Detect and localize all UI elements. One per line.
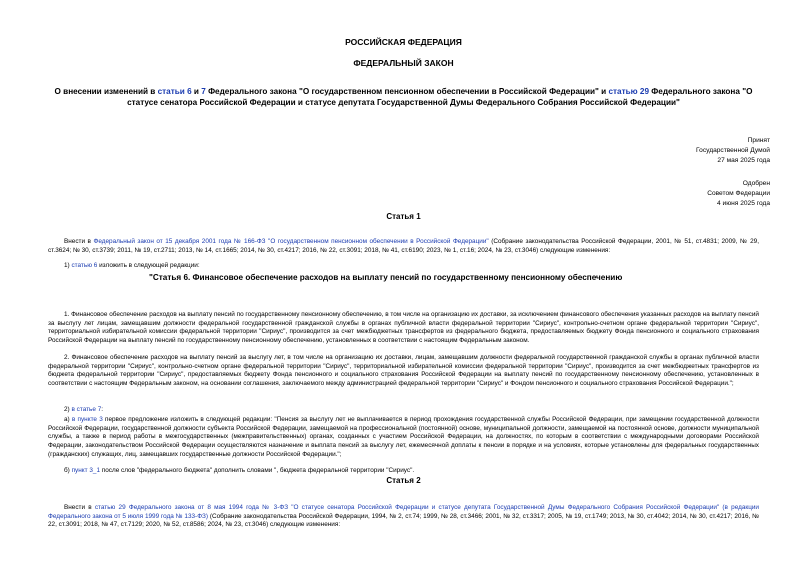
- text: :: [101, 406, 104, 413]
- article-1-item-2: [64, 406, 759, 415]
- approved-line: Советом Федерации: [707, 190, 770, 197]
- text: (Собрание законодательства Российской Федерации, 1994, № 2, ст.74; 1999, № 28, ст.3466; 2001, № 32, ст.3317; 2005, № 19, ст.1749; 2013, № 30, ст.4042; 2014, № 30, ст.4217; 2016, № 22, ст.3091; 2018, № 47, ст.7129; 2020, № 52, ст.8586; 2024, № 23, ст.3046) следующие изменения:: [48, 512, 759, 529]
- adopted-block: [696, 136, 770, 166]
- quoted-article-title: "Статья 6. Финансовое обеспечение расходов на выплату пенсий по государственному пенсионному обеспечению: [149, 273, 623, 282]
- article-2-intro: [48, 504, 759, 530]
- link-article-7-item[interactable]: в статье 7: [71, 406, 102, 413]
- text: б): [64, 467, 72, 474]
- subitem-b: [64, 467, 759, 476]
- text: после слов "федерального бюджета" дополнить словами ", бюджета федеральной территории "Сириус".: [100, 467, 415, 474]
- title-text: Федерального закона "О государственном пенсионном обеспечении в Российской Федерации" и: [205, 87, 609, 96]
- paragraph-1: 1. Финансовое обеспечение расходов на выплату пенсий по государственному пенсионному обеспечению, в том числе на организацию их доставки, за исключением финансового обеспечения указанных расходов на выплату пенсий за выслугу лет лицам, замещавшим должности федеральной государственной гражданской службы в органах публичной власти федеральной территории "Сириус", контрольно-счетном органе федеральной территории "Сириус", территориальной избирательной комиссии федеральной территории "Сириус", производится за счет межбюджетных трансфертов из федерального бюджета, предоставляемых бюджету Фонда пенсионного и социального страхования Российской Федерации на выплату пенсий по государственному пенсионному обеспечению, установленных в соответствии с настоящим Федеральным законом.: [48, 311, 759, 345]
- title-text: и: [191, 87, 202, 96]
- article-1-intro: [48, 238, 759, 255]
- article-1-item-1: [64, 262, 759, 271]
- adopted-line: 27 мая 2025 года: [717, 157, 770, 164]
- text: 2): [64, 406, 72, 413]
- approved-block: [707, 179, 770, 209]
- article-1-heading: Статья 1: [386, 212, 421, 221]
- law-type-heading: ФЕДЕРАЛЬНЫЙ ЗАКОН: [353, 58, 454, 68]
- title-text: Федерального закона "О статусе сенатора Российской Федерации и статусе депутата Государственной Думы Федерального Собрания Российской Федерации": [127, 87, 753, 107]
- link-article-29[interactable]: статью 29: [608, 87, 650, 96]
- text: Внести в: [64, 238, 94, 245]
- link-article-6[interactable]: статьи 6: [157, 87, 192, 96]
- text: Внести в: [64, 504, 95, 511]
- text: а): [64, 416, 72, 423]
- approved-line: 4 июня 2025 года: [717, 200, 770, 207]
- paragraph-2: 2. Финансовое обеспечение расходов на выплату пенсий за выслугу лет, в том числе на организацию их доставки, лицам, замещавшим должности федеральной государственной гражданской службы в органах публичной власти федеральной территории "Сириус", контрольно-счетном органе федеральной территории "Сириус", территориальной избирательной комиссии федеральной территории "Сириус", производится за счет межбюджетных трансфертов из бюджета федеральной территории "Сириус", предоставляемых бюджету Фонда пенсионного и социального страхования Российской Федерации на выплату пенсий по государственному пенсионному обеспечению, установленных в соответствии с настоящим Федеральным законом, на основании соглашения, заключаемого между администрацией федеральной территории "Сириус" и Фондом пенсионного и социального страхования Российской Федерации.";: [48, 354, 759, 388]
- title-text: О внесении изменений в: [54, 87, 158, 96]
- link-article-7[interactable]: 7: [201, 87, 206, 96]
- subitem-a: [48, 416, 759, 460]
- article-2-heading: Статья 2: [386, 476, 421, 485]
- law-title: [48, 86, 759, 108]
- link-point-3[interactable]: в пункте 3: [71, 416, 103, 423]
- link-law-166[interactable]: Федеральный закон от 15 декабря 2001 года № 166-ФЗ "О государственном пенсионном обеспечении в Российской Федерации": [93, 238, 489, 245]
- adopted-line: Государственной Думой: [696, 147, 770, 154]
- link-point-3-1[interactable]: пункт 3_1: [71, 467, 100, 474]
- text: 1): [64, 262, 72, 269]
- link-law-3fz-article-29[interactable]: статью 29 Федерального закона от 8 мая 1994 года № 3-ФЗ "О статусе сенатора Российской Федерации и статусе депутата Государственной Думы Федерального Собрания Российской Федерации" (в редакции Федерального закона от 5 июля 1999 года № 133-ФЗ): [48, 504, 759, 520]
- adopted-line: Принят: [747, 137, 770, 144]
- text: первое предложение изложить в следующей редакции: "Пенсия за выслугу лет не выплачивается в период прохождения государственной службы Российской Федерации, при замещении государственной должности Российской Федерации, государственной должности субъекта Российской Федерации, замещаемой на профессиональной (постоянной) основе, муниципальной должности, замещаемой на постоянной основе, должности муниципальной службы, а также в период работы в межгосударственных (межправительственных) органах, созданных с участием Российской Федерации, на должностях, по которым в соответствии с международными договорами Российской Федерации, законодательством Российской Федерации осуществляются назначение и выплата пенсий за выслугу лет, ежемесячной доплаты к пенсии в порядке и на условиях, которые установлены для федеральных государственных (гражданских) служащих, лиц, замещавших государственные должности Российской Федерации.";: [48, 416, 759, 458]
- federation-heading: РОССИЙСКАЯ ФЕДЕРАЦИЯ: [345, 37, 462, 47]
- text: изложить в следующей редакции:: [97, 262, 200, 269]
- link-article-6-item[interactable]: статью 6: [71, 262, 98, 269]
- text: (Собрание законодательства Российской Федерации, 2001, № 51, ст.4831; 2009, № 29, ст.3624; № 30, ст.3739; 2011, № 19, ст.2711; 2013, № 14, ст.1665; 2014, № 30, ст.4217; 2016, № 22, ст.3091; 2018, № 41, ст.6190; 2023, № 1, ст.16; 2024, № 23, ст.3046) следующие изменения:: [48, 238, 760, 254]
- approved-line: Одобрен: [742, 180, 770, 187]
